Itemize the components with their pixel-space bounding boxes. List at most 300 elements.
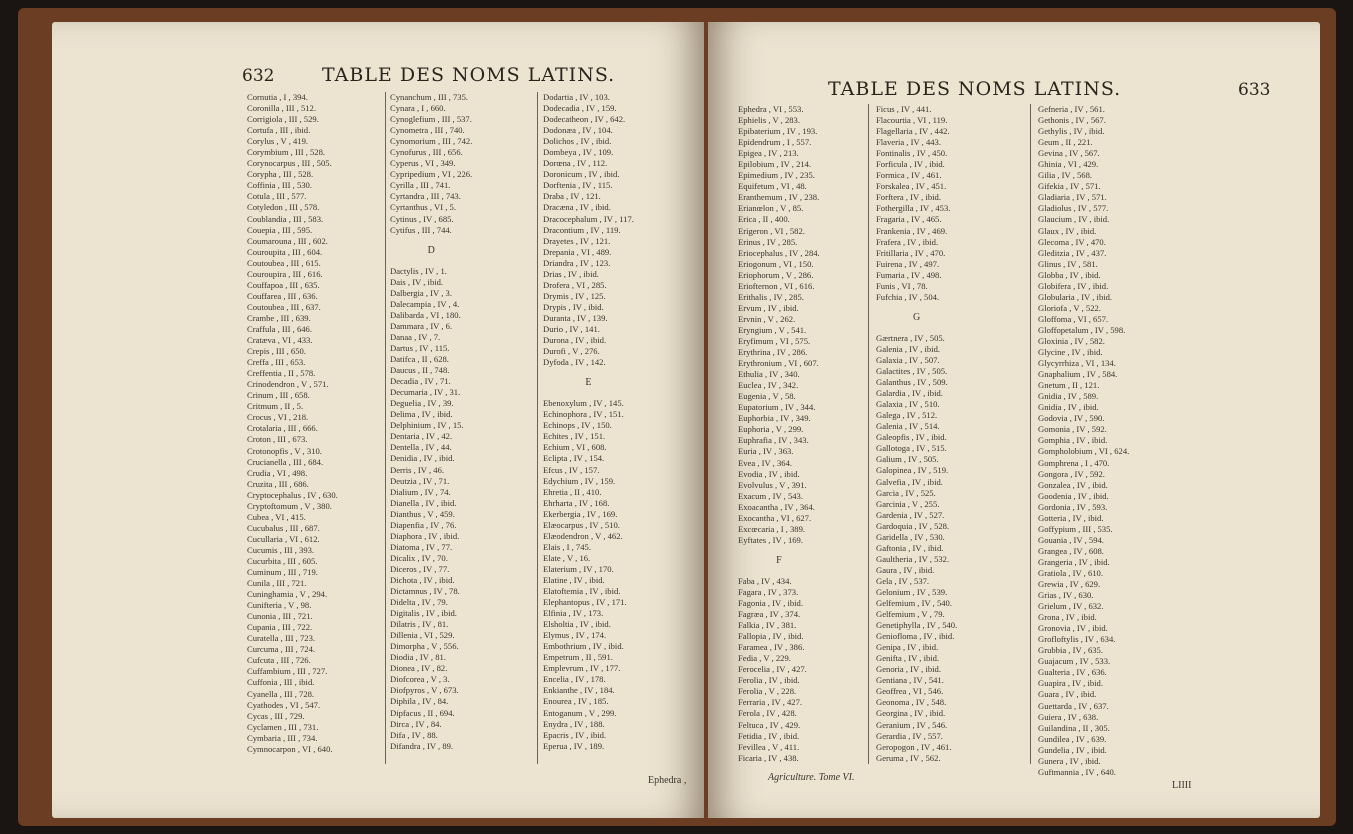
index-entry: Enkianthe , IV , 184. <box>543 685 615 696</box>
index-entry: Duranta , IV , 139. <box>543 312 608 323</box>
index-entry: Elate , V , 16. <box>543 552 591 563</box>
index-entry: Cynara , I , 660. <box>390 103 446 114</box>
index-entry: Gardenia , IV , 527. <box>876 509 945 520</box>
index-entry: Galenia , IV , ibid. <box>876 343 941 354</box>
index-entry: Cruzita , III , 686. <box>247 478 309 489</box>
index-entry: Epimedium , IV , 235. <box>738 170 815 181</box>
index-entry: Evodia , IV , ibid. <box>738 468 800 479</box>
index-entry: Genipa , IV , ibid. <box>876 642 939 653</box>
index-entry: Euphoria , V , 299. <box>738 424 804 435</box>
index-column <box>543 92 634 752</box>
index-entry: Globba , IV , ibid. <box>1038 269 1101 280</box>
index-entry: Exocantha , VI , 627. <box>738 512 812 523</box>
index-entry: Epidendrum , I , 557. <box>738 137 812 148</box>
index-entry: Fuirena , IV , 497. <box>876 258 940 269</box>
index-entry: Feltuca , IV , 429. <box>738 719 801 730</box>
index-entry: Ephedra , VI , 553. <box>738 104 804 114</box>
right-page <box>708 22 1320 818</box>
index-entry: Dalbergia , IV , 3. <box>390 287 452 298</box>
index-entry: Cratæva , VI , 433. <box>247 335 313 346</box>
index-entry: Formica , IV , 461. <box>876 170 942 181</box>
index-entry: Dimorpha , V , 556. <box>390 641 459 652</box>
index-entry: Cupania , III , 722. <box>247 622 313 633</box>
index-entry: Empetrum , II , 591. <box>543 652 613 663</box>
index-entry: Galaxia , IV , 507. <box>876 354 940 365</box>
index-entry: Dillenia , VI , 529. <box>390 630 455 641</box>
index-entry: Enydra , IV , 188. <box>543 718 605 729</box>
index-entry: Goffypium , III , 535. <box>1038 523 1113 534</box>
index-entry: Crucianella , III , 684. <box>247 456 324 467</box>
index-entry: Globifera , IV , ibid. <box>1038 280 1109 291</box>
index-entry: Cortufa , III , ibid. <box>247 125 311 136</box>
index-entry: Euphorbia , IV , 349. <box>738 413 811 424</box>
index-entry: Crambe , III , 639. <box>247 312 311 323</box>
index-entry: Euphrafia , IV , 343. <box>738 435 809 446</box>
index-entry: Genifta , IV , ibid. <box>876 653 940 664</box>
index-entry: Elæodendron , V , 462. <box>543 530 623 541</box>
index-entry: Eyftates , IV , 169. <box>738 534 803 545</box>
index-entry: Cuffonia , III , ibid. <box>247 677 315 688</box>
page-header: TABLE DES NOMS LATINS. <box>322 64 616 86</box>
index-entry: Fumaria , IV , 498. <box>876 269 942 280</box>
index-entry: Gilia , IV , 568. <box>1038 170 1093 181</box>
index-entry: Ferolia , IV , ibid. <box>738 675 800 686</box>
index-entry: Dodecatheon , IV , 642. <box>543 114 626 125</box>
index-entry: Galenia , IV , 514. <box>876 421 940 432</box>
index-entry: Gloffoma , VI , 657. <box>1038 313 1109 324</box>
index-entry: Difa , IV , 88. <box>390 729 438 740</box>
index-entry: Cynomorium , III , 742. <box>390 136 473 147</box>
index-entry: Forftera , IV , ibid. <box>876 192 941 203</box>
index-entry: Elephantopus , IV , 171. <box>543 597 627 608</box>
index-entry: Genetiphylla , IV , 540. <box>876 620 958 631</box>
index-entry: Glinus , IV , 581. <box>1038 258 1098 269</box>
index-entry: Coffinia , III , 530. <box>247 180 312 191</box>
index-entry: Gomphrena , I , 470. <box>1038 457 1110 468</box>
index-entry: Durofi , V , 276. <box>543 346 600 357</box>
book-spread <box>18 8 1336 826</box>
index-entry: Gomphia , IV , ibid. <box>1038 435 1108 446</box>
index-entry: Dorftenia , IV , 115. <box>543 180 613 191</box>
index-entry: Elatine , IV , ibid. <box>543 574 605 585</box>
index-entry: Fagara , IV , 373. <box>738 586 799 597</box>
index-entry: Digitalis , IV , ibid. <box>390 608 457 619</box>
index-entry: Dorœna , IV , 112. <box>543 158 608 169</box>
index-entry: Cymbaria , III , 734. <box>247 732 318 743</box>
index-entry: Dodartia , IV , 103. <box>543 92 610 102</box>
index-entry: Gela , IV , 537. <box>876 575 930 586</box>
index-entry: Dalecampia , IV , 4. <box>390 298 460 309</box>
index-entry: Curatella , III , 723. <box>247 633 316 644</box>
index-entry: Corypha , III , 528. <box>247 169 314 180</box>
index-entry: Daucus , II , 748. <box>390 365 450 376</box>
index-entry: Gefneria , IV , 561. <box>1038 104 1105 114</box>
index-entry: Falkia , IV , 381. <box>738 620 797 631</box>
index-entry: Cuffambium , III , 727. <box>247 666 328 677</box>
index-entry: Gnetum , II , 121. <box>1038 380 1100 391</box>
index-entry: Ervum , IV , ibid. <box>738 302 799 313</box>
index-entry: Diapenfia , IV , 76. <box>390 519 457 530</box>
index-entry: Epilobium , IV , 214. <box>738 159 812 170</box>
index-entry: Cynofurus , III , 656. <box>390 147 463 158</box>
index-entry: Crudia , VI , 498. <box>247 467 308 478</box>
index-entry: Critmum , II , 5. <box>247 401 304 412</box>
index-entry: Glaucium , IV , ibid. <box>1038 214 1110 225</box>
index-entry: Enourea , IV , 185. <box>543 696 609 707</box>
index-entry: Echinophora , IV , 151. <box>543 409 624 420</box>
index-entry: Cucullaria , VI , 612. <box>247 533 320 544</box>
index-entry: Cunila , III , 721. <box>247 578 307 589</box>
index-entry: Eugenia , V , 58. <box>738 391 796 402</box>
index-entry: Gelonium , IV , 539. <box>876 586 948 597</box>
index-entry: Cynoglefium , III , 537. <box>390 114 472 125</box>
index-entry: Gelfemium , IV , 540. <box>876 598 952 609</box>
index-entry: Dombeya , IV , 109. <box>543 147 614 158</box>
index-entry: Ferolia , V , 228. <box>738 686 797 697</box>
index-entry: Gonzalea , IV , ibid. <box>1038 479 1108 490</box>
index-entry: Cufcuta , III , 726. <box>247 655 311 666</box>
index-entry: Geranium , IV , 546. <box>876 719 948 730</box>
index-entry: Cotyledon , III , 578. <box>247 202 320 213</box>
index-entry: Doronicum , IV , ibid. <box>543 169 620 180</box>
index-entry: Grubbia , IV , 635. <box>1038 645 1104 656</box>
index-entry: Elæocarpus , IV , 510. <box>543 519 620 530</box>
index-entry: Corylus , V , 419. <box>247 136 309 147</box>
index-entry: Erythronium , VI , 607. <box>738 358 819 369</box>
index-entry: Eupatorium , IV , 344. <box>738 402 816 413</box>
index-entry: Corynocarpus , III , 505. <box>247 158 332 169</box>
index-entry: Dactylis , IV , 1. <box>390 265 447 276</box>
index-entry: Diodia , IV , 81. <box>390 652 446 663</box>
index-entry: Drypis , IV , ibid. <box>543 301 604 312</box>
index-entry: Embothrium , IV , ibid. <box>543 641 624 652</box>
index-entry: Erithalis , IV , 285. <box>738 291 804 302</box>
index-entry: Coutoubea , III , 615. <box>247 257 321 268</box>
index-entry: Glycine , IV , ibid. <box>1038 347 1103 358</box>
index-entry: Dracæna , IV , ibid. <box>543 202 611 213</box>
index-entry: Grangea , IV , 608. <box>1038 545 1104 556</box>
index-entry: Coumarouna , III , 602. <box>247 235 328 246</box>
index-entry: Dolichos , IV , ibid. <box>543 136 612 147</box>
index-entry: Cytifus , III , 744. <box>390 224 452 235</box>
index-entry: Ferocelia , IV , 427. <box>738 664 807 675</box>
index-entry: Dodecadia , IV , 159. <box>543 103 617 114</box>
index-column <box>390 92 472 752</box>
index-entry: Delima , IV , ibid. <box>390 409 453 420</box>
index-entry: Elfinia , IV , 173. <box>543 608 604 619</box>
index-entry: Gualteria , IV , 636. <box>1038 667 1107 678</box>
index-entry: Cornutia , I , 394. <box>247 92 308 102</box>
index-entry: Evolvulus , V , 391. <box>738 479 807 490</box>
index-entry: Drymis , IV , 125. <box>543 290 606 301</box>
index-entry: Cyrtandra , III , 743. <box>390 191 461 202</box>
index-entry: Crinum , III , 658. <box>247 390 310 401</box>
index-entry: Galanthus , IV , 509. <box>876 377 948 388</box>
page-header: TABLE DES NOMS LATINS. <box>828 78 1122 100</box>
index-entry: Cyperus , VI , 349. <box>390 158 456 169</box>
index-entry: Euclea , IV , 342. <box>738 380 799 391</box>
index-entry: Eryfimum , VI , 575. <box>738 335 811 346</box>
index-entry: Edychium , IV , 159. <box>543 475 616 486</box>
index-entry: Galeopfis , IV , ibid. <box>876 432 947 443</box>
index-entry: Gallotoga , IV , 515. <box>876 443 947 454</box>
index-entry: Decumaria , IV , 31. <box>390 387 461 398</box>
index-entry: Couffarea , III , 636. <box>247 290 318 301</box>
index-entry: Guettarda , IV , 637. <box>1038 700 1109 711</box>
index-entry: Gentiana , IV , 541. <box>876 675 944 686</box>
index-entry: Ehretia , II , 410. <box>543 486 602 497</box>
index-entry: Gloriofa , V , 522. <box>1038 302 1101 313</box>
index-entry: Gouania , IV , 594. <box>1038 534 1104 545</box>
index-entry: Ghinia , VI , 429. <box>1038 159 1099 170</box>
index-entry: Guilandina , II , 305. <box>1038 722 1110 733</box>
index-entry: Gloffopetalum , IV , 598. <box>1038 324 1126 335</box>
index-entry: Fetidia , IV , ibid. <box>738 730 800 741</box>
index-entry: Gratiola , IV , 610. <box>1038 567 1103 578</box>
index-entry: Erinus , IV , 285. <box>738 236 798 247</box>
index-entry: Corymbium , III , 528. <box>247 147 326 158</box>
index-entry: Cycas , III , 729. <box>247 710 305 721</box>
index-entry: Gelfemium , V , 79. <box>876 609 945 620</box>
index-entry: Driandra , IV , 123. <box>543 257 611 268</box>
index-entry: Gongora , IV , 592. <box>1038 468 1105 479</box>
index-entry: Delphinium , IV , 15. <box>390 420 464 431</box>
index-entry: Flacourtia , VI , 119. <box>876 115 948 126</box>
index-entry: Curcuma , III , 724. <box>247 644 316 655</box>
index-entry: Cyclamen , III , 731. <box>247 721 319 732</box>
index-entry: Cynanchum , III , 735. <box>390 92 469 102</box>
index-entry: Galopinea , IV , 519. <box>876 465 949 476</box>
index-entry: Gomonia , IV , 592. <box>1038 424 1107 435</box>
index-entry: Crocus , VI , 218. <box>247 412 309 423</box>
index-entry: Dilatris , IV , 81. <box>390 619 449 630</box>
index-entry: Dyfoda , IV , 142. <box>543 357 606 368</box>
index-entry: Grewia , IV , 629. <box>1038 579 1101 590</box>
section-letter: E <box>585 377 592 389</box>
index-entry: Didelta , IV , 79. <box>390 597 448 608</box>
index-entry: Ephielis , V , 283. <box>738 115 800 126</box>
index-entry: Couroupita , III , 604. <box>247 246 323 257</box>
index-entry: Cryptoftomum , V , 380. <box>247 500 332 511</box>
index-entry: Cynometra , III , 740. <box>390 125 465 136</box>
index-entry: Ficus , IV , 441. <box>876 104 932 114</box>
index-entry: Frankenia , IV , 469. <box>876 225 948 236</box>
index-entry: Dracontium , IV , 119. <box>543 224 621 235</box>
index-entry: Eperua , IV , 189. <box>543 740 605 751</box>
index-entry: Crotonopfis , V , 310. <box>247 445 322 456</box>
index-entry: Galega , IV , 512. <box>876 410 938 421</box>
index-entry: Faramea , IV , 386. <box>738 642 805 653</box>
index-entry: Elatoftemia , IV , ibid. <box>543 586 621 597</box>
index-entry: Entoganum , V , 299. <box>543 707 617 718</box>
index-entry: Cytinus , IV , 685. <box>390 213 454 224</box>
index-entry: Encelia , IV , 178. <box>543 674 606 685</box>
index-entry: Gunera , IV , ibid. <box>1038 755 1101 766</box>
index-entry: Garidella , IV , 530. <box>876 531 945 542</box>
index-entry: Galium , IV , 505. <box>876 454 939 465</box>
index-entry: Gundilea , IV , 639. <box>1038 733 1107 744</box>
index-entry: Diofpyros , V , 673. <box>390 685 459 696</box>
index-entry: Eclipta , IV , 154. <box>543 453 605 464</box>
index-entry: Ekerbergia , IV , 169. <box>543 508 618 519</box>
index-entry: Erythrina , IV , 286. <box>738 347 808 358</box>
index-entry: Durona , IV , ibid. <box>543 335 607 346</box>
index-entry: Fragaria , IV , 465. <box>876 214 942 225</box>
index-entry: Dodonæa , IV , 104. <box>543 125 613 136</box>
index-entry: Dentella , IV , 44. <box>390 442 452 453</box>
index-entry: Geoffrea , VI , 546. <box>876 686 944 697</box>
index-entry: Gordonia , IV , 593. <box>1038 501 1108 512</box>
index-entry: Ethulia , IV , 340. <box>738 369 800 380</box>
index-entry: Epibaterium , IV , 193. <box>738 126 818 137</box>
index-entry: Eranthemum , IV , 238. <box>738 192 820 203</box>
index-entry: Decadia , IV , 71. <box>390 376 451 387</box>
index-entry: Gronovia , IV , ibid. <box>1038 623 1108 634</box>
index-entry: Creffa , III , 653. <box>247 357 306 368</box>
index-entry: Guapira , IV , ibid. <box>1038 678 1103 689</box>
volume-footer: Agriculture. Tome VI. <box>768 772 855 783</box>
index-entry: Dialium , IV , 74. <box>390 486 451 497</box>
index-entry: Fagræa , IV , 374. <box>738 609 801 620</box>
index-entry: Deguelia , IV , 39. <box>390 398 454 409</box>
index-column <box>738 104 820 764</box>
section-letter: G <box>913 311 921 323</box>
index-entry: Geropogon , IV , 461. <box>876 741 952 752</box>
index-entry: Crinodendron , V , 571. <box>247 379 329 390</box>
index-entry: Garcia , IV , 525. <box>876 487 936 498</box>
index-entry: Ebenoxylum , IV , 145. <box>543 398 624 409</box>
index-entry: Diofcorea , V , 3. <box>390 674 450 685</box>
index-entry: Cymnocarpon , VI , 640. <box>247 743 333 754</box>
index-entry: Cotula , III , 577. <box>247 191 307 202</box>
index-entry: Drayetes , IV , 121. <box>543 235 611 246</box>
index-entry: Echites , IV , 151. <box>543 431 606 442</box>
index-entry: Cyanella , III , 728. <box>247 688 315 699</box>
index-entry: Galvefia , IV , ibid. <box>876 476 943 487</box>
index-entry: Datifca , II , 628. <box>390 354 449 365</box>
index-entry: Glycyrrhiza , VI , 134. <box>1038 358 1116 369</box>
index-entry: Ehrharta , IV , 168. <box>543 497 610 508</box>
index-entry: Fagonia , IV , ibid. <box>738 598 804 609</box>
index-entry: Coutoubea , III , 637. <box>247 301 321 312</box>
index-entry: Gerardia , IV , 557. <box>876 730 943 741</box>
index-entry: Efcus , IV , 157. <box>543 464 600 475</box>
index-entry: Couffapoa , III , 635. <box>247 279 320 290</box>
index-entry: Epacris , IV , ibid. <box>543 729 607 740</box>
index-entry: Fallopia , IV , ibid. <box>738 631 804 642</box>
page-number: 632 <box>242 66 275 86</box>
index-entry: Deutzia , IV , 71. <box>390 475 450 486</box>
index-entry: Gleditzia , IV , 437. <box>1038 247 1107 258</box>
index-entry: Gaftonia , IV , ibid. <box>876 542 944 553</box>
index-entry: Erianœlon , V , 85. <box>738 203 804 214</box>
index-entry: Garcinia , V , 255. <box>876 498 940 509</box>
index-entry: Fontinalis , IV , 450. <box>876 148 948 159</box>
index-entry: Evea , IV , 364. <box>738 457 793 468</box>
index-entry: Croton , III , 673. <box>247 434 308 445</box>
index-entry: Dentaria , IV , 42. <box>390 431 453 442</box>
index-entry: Gardoquia , IV , 528. <box>876 520 950 531</box>
index-entry: Fothergilla , IV , 453. <box>876 203 951 214</box>
index-entry: Epigea , IV , 213. <box>738 148 799 159</box>
index-entry: Elais , I , 745. <box>543 541 591 552</box>
left-page <box>52 22 704 818</box>
index-column <box>876 104 957 764</box>
section-letter: D <box>427 244 435 256</box>
index-entry: Dianthus , V , 459. <box>390 508 455 519</box>
index-entry: Dipfacus , II , 694. <box>390 707 455 718</box>
index-entry: Drofera , VI , 285. <box>543 279 607 290</box>
index-entry: Forskalea , IV , 451. <box>876 181 947 192</box>
index-entry: Echium , VI , 608. <box>543 442 607 453</box>
index-entry: Grona , IV , ibid. <box>1038 612 1097 623</box>
index-entry: Denidia , IV , ibid. <box>390 453 455 464</box>
index-entry: Geonoma , IV , 548. <box>876 697 947 708</box>
index-entry: Dicalix , IV , 70. <box>390 552 448 563</box>
index-entry: Eriocephalus , IV , 284. <box>738 247 820 258</box>
column-divider <box>868 104 869 764</box>
index-entry: Gompholobium , VI , 624. <box>1038 446 1130 457</box>
index-entry: Eryngium , V , 541. <box>738 324 807 335</box>
index-entry: Flagellaria , IV , 442. <box>876 126 950 137</box>
index-entry: Fritillaria , IV , 470. <box>876 247 946 258</box>
index-entry: Equifetum , VI , 48. <box>738 181 807 192</box>
index-entry: Coronilla , III , 512. <box>247 103 316 114</box>
index-entry: Dammara , IV , 6. <box>390 320 453 331</box>
index-column <box>1038 104 1129 778</box>
column-divider <box>537 92 538 764</box>
index-entry: Goodenia , IV , ibid. <box>1038 490 1109 501</box>
index-entry: Guara , IV , ibid. <box>1038 689 1097 700</box>
index-entry: Gnidia , IV , ibid. <box>1038 402 1099 413</box>
page-number: 633 <box>1238 80 1271 100</box>
column-divider <box>385 92 386 764</box>
index-entry: Gnaphalium , IV , 584. <box>1038 369 1118 380</box>
index-entry: Cypripedium , VI , 226. <box>390 169 473 180</box>
index-entry: Exacum , IV , 543. <box>738 490 803 501</box>
index-entry: Georgina , IV , ibid. <box>876 708 946 719</box>
index-entry: Drias , IV , ibid. <box>543 268 599 279</box>
index-entry: Gladiaria , IV , 571. <box>1038 192 1107 203</box>
index-entry: Cunonia , III , 721. <box>247 611 313 622</box>
index-entry: Grangeria , IV , ibid. <box>1038 556 1110 567</box>
index-entry: Galardia , IV , ibid. <box>876 388 943 399</box>
index-entry: Grias , IV , 630. <box>1038 590 1094 601</box>
index-column <box>247 92 338 755</box>
index-entry: Elsholtia , IV , ibid. <box>543 619 611 630</box>
index-entry: Geniofloma , IV , ibid. <box>876 631 955 642</box>
index-entry: Cyrilla , III , 741. <box>390 180 451 191</box>
index-entry: Faba , IV , 434. <box>738 575 792 586</box>
catchword: Ephedra , <box>648 775 687 786</box>
index-entry: Creffentia , II , 578. <box>247 368 316 379</box>
index-entry: Craffula , III , 646. <box>247 323 312 334</box>
index-entry: Dartus , IV , 115. <box>390 342 450 353</box>
index-entry: Crotalaria , III , 666. <box>247 423 318 434</box>
index-entry: Gundelia , IV , ibid. <box>1038 744 1107 755</box>
index-entry: Cucubalus , III , 687. <box>247 522 320 533</box>
index-entry: Cryptocephalus , IV , 630. <box>247 489 338 500</box>
index-entry: Dictamnus , IV , 78. <box>390 586 460 597</box>
index-entry: Gevina , IV , 567. <box>1038 148 1100 159</box>
index-entry: Flaveria , IV , 443. <box>876 137 941 148</box>
index-entry: Elymus , IV , 174. <box>543 630 607 641</box>
index-entry: Emplevrum , IV , 177. <box>543 663 621 674</box>
section-letter: F <box>776 554 782 566</box>
index-entry: Couepia , III , 595. <box>247 224 313 235</box>
index-entry: Cucurbita , III , 605. <box>247 555 318 566</box>
index-entry: Grielum , IV , 632. <box>1038 601 1104 612</box>
